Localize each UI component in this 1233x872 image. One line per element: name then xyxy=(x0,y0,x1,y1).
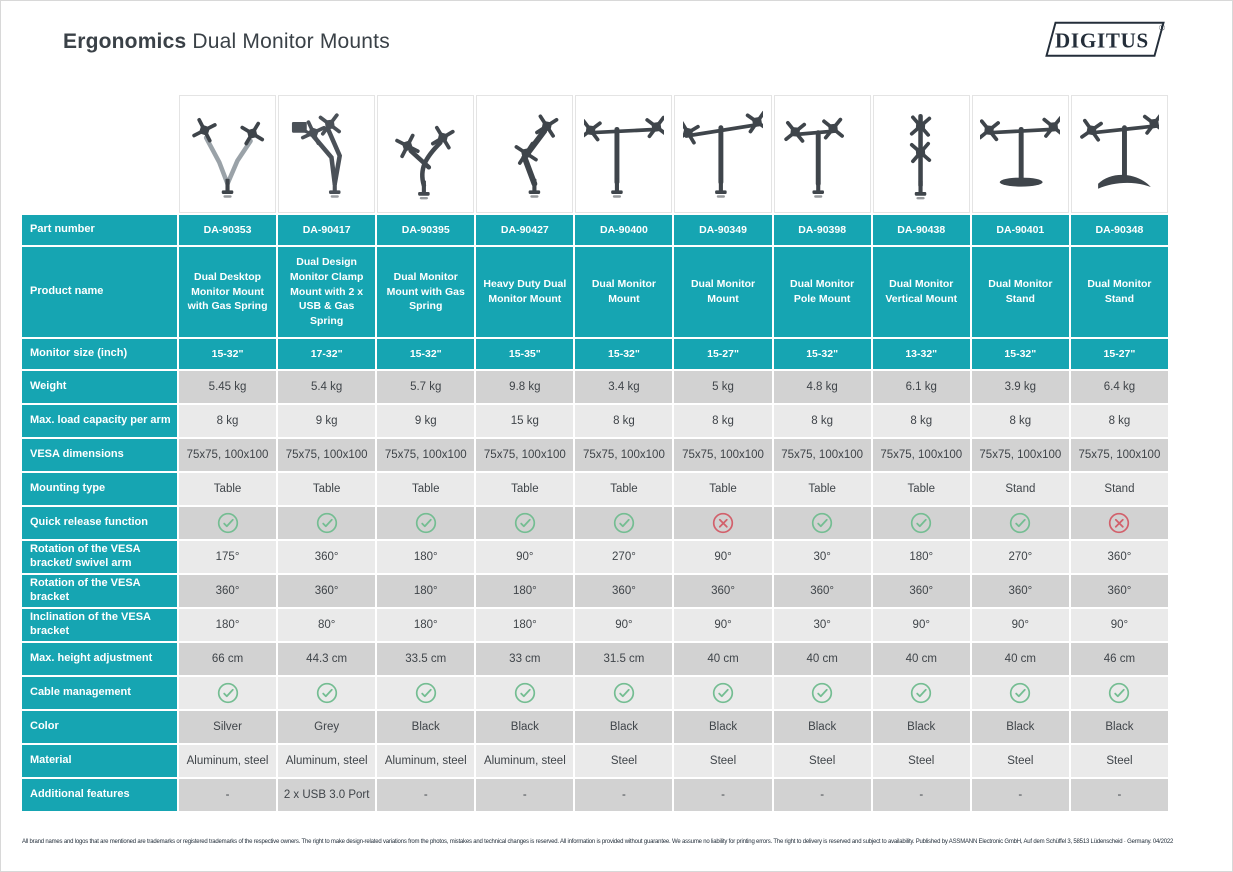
spec-cell: 15-32" xyxy=(972,339,1069,369)
spec-cell: Steel xyxy=(774,745,871,777)
spec-cell xyxy=(179,677,276,709)
spec-cell: 180° xyxy=(377,541,474,573)
spec-cell: - xyxy=(972,779,1069,811)
spec-cell: 360° xyxy=(774,575,871,607)
spec-cell xyxy=(674,677,771,709)
product-image-cell-8 xyxy=(873,95,970,213)
spec-cell: Table xyxy=(179,473,276,505)
legal-footer: All brand names and logos that are mentioned are trademarks or registered trademarks of the respective owners. The right to make design-related variations from the photos, mistakes and technical changes is reserved. All information is provided without guarantee. We assume no liability for printing errors. The right to delivery is reserved and subject to availability. Published by ASSMANN Electronic GmbH, Auf dem Schüffel 3, 58513 Lüdenscheid · Germany. 04/2022 xyxy=(22,839,1174,845)
row-label: Inclination of the VESA bracket xyxy=(22,609,177,641)
spec-cell: 5.7 kg xyxy=(377,371,474,403)
spec-cell: 360° xyxy=(674,575,771,607)
spec-cell: 9 kg xyxy=(377,405,474,437)
spec-cell: Dual Monitor Stand xyxy=(1071,247,1168,337)
spec-cell: Steel xyxy=(873,745,970,777)
spec-cell: 180° xyxy=(179,609,276,641)
row-max-height-adjustment xyxy=(22,643,1168,675)
spec-cell: - xyxy=(476,779,573,811)
spec-cell: 4.8 kg xyxy=(774,371,871,403)
spec-cell: 15-32" xyxy=(774,339,871,369)
spec-cell: 15-35" xyxy=(476,339,573,369)
monitor-mount-illustration xyxy=(683,108,763,200)
row-label: Weight xyxy=(22,371,177,403)
spec-cell: 46 cm xyxy=(1071,643,1168,675)
spec-cell: 5 kg xyxy=(674,371,771,403)
check-icon xyxy=(415,682,437,704)
spec-cell xyxy=(377,507,474,539)
spec-cell xyxy=(476,507,573,539)
digitus-logo xyxy=(1045,16,1171,64)
cross-icon xyxy=(1108,512,1130,534)
check-icon xyxy=(1009,512,1031,534)
row-label: Color xyxy=(22,711,177,743)
spec-cell xyxy=(1071,677,1168,709)
spec-cell: 80° xyxy=(278,609,375,641)
spec-cell: 33.5 cm xyxy=(377,643,474,675)
product-image-cell-10 xyxy=(1071,95,1168,213)
spec-cell: 90° xyxy=(476,541,573,573)
spec-cell xyxy=(278,677,375,709)
row-quick-release-function xyxy=(22,507,1168,539)
spec-cell: 180° xyxy=(476,575,573,607)
product-images-row xyxy=(22,95,1168,213)
row-cable-management xyxy=(22,677,1168,709)
row-label: VESA dimensions xyxy=(22,439,177,471)
product-image-cell-6 xyxy=(674,95,771,213)
check-icon xyxy=(1108,682,1130,704)
spec-cell: - xyxy=(377,779,474,811)
spec-cell: 15-27" xyxy=(1071,339,1168,369)
spec-cell: 75x75, 100x100 xyxy=(1071,439,1168,471)
monitor-mount-illustration xyxy=(1080,108,1160,200)
spec-cell: 17-32" xyxy=(278,339,375,369)
row-label: Max. height adjustment xyxy=(22,643,177,675)
spec-cell: 40 cm xyxy=(972,643,1069,675)
spec-cell: Table xyxy=(278,473,375,505)
spec-cell xyxy=(774,507,871,539)
spec-cell: 8 kg xyxy=(1071,405,1168,437)
spec-cell: 8 kg xyxy=(179,405,276,437)
spec-cell: 2 x USB 3.0 Port xyxy=(278,779,375,811)
row-label: Additional features xyxy=(22,779,177,811)
spec-cell: 15-27" xyxy=(674,339,771,369)
spec-cell: Dual Desktop Monitor Mount with Gas Spring xyxy=(179,247,276,337)
product-image-cell-2 xyxy=(278,95,375,213)
row-product-name xyxy=(22,247,1168,337)
spec-cell: 180° xyxy=(476,609,573,641)
spec-cell: Table xyxy=(774,473,871,505)
spec-cell: 75x75, 100x100 xyxy=(575,439,672,471)
spec-cell: Black xyxy=(774,711,871,743)
spec-cell: 3.4 kg xyxy=(575,371,672,403)
spec-cell: - xyxy=(179,779,276,811)
spec-cell xyxy=(476,677,573,709)
check-icon xyxy=(217,682,239,704)
spec-cell: 40 cm xyxy=(674,643,771,675)
spec-cell xyxy=(1071,507,1168,539)
spec-cell: Aluminum, steel xyxy=(377,745,474,777)
spec-cell: 9 kg xyxy=(278,405,375,437)
spec-cell: Dual Monitor Mount xyxy=(575,247,672,337)
title-product-line: Dual Monitor Mounts xyxy=(192,30,390,53)
spec-cell: Table xyxy=(873,473,970,505)
spec-cell: 8 kg xyxy=(674,405,771,437)
check-icon xyxy=(316,682,338,704)
spec-cell: 44.3 cm xyxy=(278,643,375,675)
brand-name: DIGITUS xyxy=(1055,28,1149,53)
spec-cell: 360° xyxy=(179,575,276,607)
spec-cell: Dual Design Monitor Clamp Mount with 2 x USB & Gas Spring xyxy=(278,247,375,337)
spec-cell: 15-32" xyxy=(179,339,276,369)
spec-cell: Stand xyxy=(1071,473,1168,505)
spec-cell: 30° xyxy=(774,541,871,573)
check-icon xyxy=(811,512,833,534)
row-label: Cable management xyxy=(22,677,177,709)
check-icon xyxy=(712,682,734,704)
spec-cell: - xyxy=(1071,779,1168,811)
row-label: Material xyxy=(22,745,177,777)
spec-cell: 8 kg xyxy=(575,405,672,437)
spec-cell xyxy=(575,507,672,539)
monitor-mount-illustration xyxy=(782,108,862,200)
row-mounting-type xyxy=(22,473,1168,505)
spec-cell: Stand xyxy=(972,473,1069,505)
registered-mark-icon: ® xyxy=(1158,23,1166,33)
product-image-cell-4 xyxy=(476,95,573,213)
row-rotation-of-the-vesa-bracket xyxy=(22,575,1168,607)
spec-cell: 15 kg xyxy=(476,405,573,437)
spec-cell: Aluminum, steel xyxy=(476,745,573,777)
comparison-table xyxy=(22,95,1168,813)
row-label: Part number xyxy=(22,215,177,245)
spec-cell xyxy=(674,507,771,539)
spec-cell: DA-90427 xyxy=(476,215,573,245)
spec-cell: 9.8 kg xyxy=(476,371,573,403)
spec-cell: 360° xyxy=(972,575,1069,607)
spec-cell: Black xyxy=(674,711,771,743)
monitor-mount-illustration xyxy=(386,108,466,200)
spec-cell: Dual Monitor Mount with Gas Spring xyxy=(377,247,474,337)
check-icon xyxy=(514,682,536,704)
row-material xyxy=(22,745,1168,777)
product-image-cell-7 xyxy=(774,95,871,213)
spec-cell: Steel xyxy=(575,745,672,777)
spec-cell: DA-90401 xyxy=(972,215,1069,245)
spec-cell: 33 cm xyxy=(476,643,573,675)
spec-cell: - xyxy=(873,779,970,811)
spec-cell: 40 cm xyxy=(774,643,871,675)
spec-cell: - xyxy=(774,779,871,811)
spec-cell xyxy=(278,507,375,539)
spec-cell: Table xyxy=(674,473,771,505)
product-image-cell-3 xyxy=(377,95,474,213)
spec-cell: Table xyxy=(377,473,474,505)
spec-cell xyxy=(377,677,474,709)
check-icon xyxy=(415,512,437,534)
spec-cell xyxy=(179,507,276,539)
check-icon xyxy=(811,682,833,704)
spec-cell: 90° xyxy=(972,609,1069,641)
spec-cell: 270° xyxy=(972,541,1069,573)
spec-cell: 180° xyxy=(873,541,970,573)
spec-cell: 75x75, 100x100 xyxy=(674,439,771,471)
row-additional-features xyxy=(22,779,1168,811)
row-monitor-size-inch xyxy=(22,339,1168,369)
spec-cell xyxy=(774,677,871,709)
title-category: Ergonomics xyxy=(63,30,187,53)
check-icon xyxy=(613,682,635,704)
spec-cell: Table xyxy=(575,473,672,505)
spec-cell: Aluminum, steel xyxy=(278,745,375,777)
spec-cell: Black xyxy=(1071,711,1168,743)
spec-cell: Dual Monitor Pole Mount xyxy=(774,247,871,337)
spec-cell: Black xyxy=(575,711,672,743)
spec-cell: 175° xyxy=(179,541,276,573)
row-label: Rotation of the VESA bracket/ swivel arm xyxy=(22,541,177,573)
image-row-spacer xyxy=(22,95,177,213)
spec-cell: 180° xyxy=(377,609,474,641)
spec-rows xyxy=(22,215,1168,811)
row-max-load-capacity-per-arm xyxy=(22,405,1168,437)
row-label: Monitor size (inch) xyxy=(22,339,177,369)
spec-cell: - xyxy=(575,779,672,811)
spec-cell: Black xyxy=(377,711,474,743)
spec-cell: 360° xyxy=(278,541,375,573)
page-title xyxy=(63,30,390,54)
spec-cell: 75x75, 100x100 xyxy=(179,439,276,471)
check-icon xyxy=(316,512,338,534)
spec-cell: 360° xyxy=(1071,541,1168,573)
spec-cell xyxy=(873,507,970,539)
spec-cell: 180° xyxy=(377,575,474,607)
spec-cell: 75x75, 100x100 xyxy=(377,439,474,471)
spec-cell: - xyxy=(674,779,771,811)
spec-cell: Dual Monitor Stand xyxy=(972,247,1069,337)
spec-cell: Black xyxy=(972,711,1069,743)
spec-cell: 270° xyxy=(575,541,672,573)
spec-cell: 31.5 cm xyxy=(575,643,672,675)
monitor-mount-illustration xyxy=(881,108,961,200)
product-image-cell-5 xyxy=(575,95,672,213)
spec-cell: 360° xyxy=(873,575,970,607)
spec-cell: 90° xyxy=(873,609,970,641)
spec-cell: Aluminum, steel xyxy=(179,745,276,777)
cross-icon xyxy=(712,512,734,534)
spec-cell: 90° xyxy=(674,609,771,641)
monitor-mount-illustration xyxy=(584,108,664,200)
spec-cell: 8 kg xyxy=(972,405,1069,437)
row-label: Rotation of the VESA bracket xyxy=(22,575,177,607)
spec-cell: Dual Monitor Vertical Mount xyxy=(873,247,970,337)
spec-cell: DA-90395 xyxy=(377,215,474,245)
spec-cell xyxy=(972,677,1069,709)
spec-cell: 75x75, 100x100 xyxy=(972,439,1069,471)
row-part-number xyxy=(22,215,1168,245)
spec-cell xyxy=(873,677,970,709)
spec-cell: Steel xyxy=(972,745,1069,777)
row-rotation-of-the-vesa-bracket-swivel-arm xyxy=(22,541,1168,573)
spec-cell: DA-90438 xyxy=(873,215,970,245)
spec-cell: Silver xyxy=(179,711,276,743)
row-weight xyxy=(22,371,1168,403)
spec-cell: 13-32" xyxy=(873,339,970,369)
spec-cell: Heavy Duty Dual Monitor Mount xyxy=(476,247,573,337)
product-image-cell-1 xyxy=(179,95,276,213)
spec-cell: 15-32" xyxy=(377,339,474,369)
row-color xyxy=(22,711,1168,743)
spec-cell: 6.1 kg xyxy=(873,371,970,403)
spec-cell: 8 kg xyxy=(774,405,871,437)
spec-cell: 66 cm xyxy=(179,643,276,675)
spec-cell: DA-90398 xyxy=(774,215,871,245)
spec-cell: 360° xyxy=(1071,575,1168,607)
check-icon xyxy=(514,512,536,534)
spec-cell: Steel xyxy=(1071,745,1168,777)
spec-cell: 5.45 kg xyxy=(179,371,276,403)
row-label: Mounting type xyxy=(22,473,177,505)
spec-cell: 360° xyxy=(575,575,672,607)
spec-cell: 5.4 kg xyxy=(278,371,375,403)
monitor-mount-illustration xyxy=(188,108,268,200)
spec-cell: 40 cm xyxy=(873,643,970,675)
spec-cell: 75x75, 100x100 xyxy=(278,439,375,471)
product-image-cell-9 xyxy=(972,95,1069,213)
spec-cell: Steel xyxy=(674,745,771,777)
check-icon xyxy=(910,512,932,534)
spec-cell: 6.4 kg xyxy=(1071,371,1168,403)
spec-cell: 8 kg xyxy=(873,405,970,437)
spec-cell xyxy=(575,677,672,709)
spec-cell: 3.9 kg xyxy=(972,371,1069,403)
spec-cell: Black xyxy=(476,711,573,743)
spec-cell: 15-32" xyxy=(575,339,672,369)
monitor-mount-illustration xyxy=(287,108,367,200)
check-icon xyxy=(217,512,239,534)
spec-cell: 90° xyxy=(575,609,672,641)
spec-cell: 90° xyxy=(1071,609,1168,641)
spec-cell: 30° xyxy=(774,609,871,641)
check-icon xyxy=(910,682,932,704)
spec-cell: 75x75, 100x100 xyxy=(873,439,970,471)
spec-cell: Table xyxy=(476,473,573,505)
spec-cell: DA-90348 xyxy=(1071,215,1168,245)
spec-cell xyxy=(972,507,1069,539)
spec-cell: DA-90353 xyxy=(179,215,276,245)
row-label: Quick release function xyxy=(22,507,177,539)
spec-cell: 75x75, 100x100 xyxy=(476,439,573,471)
spec-cell: Dual Monitor Mount xyxy=(674,247,771,337)
spec-cell: 360° xyxy=(278,575,375,607)
row-vesa-dimensions xyxy=(22,439,1168,471)
row-inclination-of-the-vesa-bracket xyxy=(22,609,1168,641)
monitor-mount-illustration xyxy=(980,108,1060,200)
spec-cell: Black xyxy=(873,711,970,743)
row-label: Product name xyxy=(22,247,177,337)
spec-cell: DA-90400 xyxy=(575,215,672,245)
check-icon xyxy=(1009,682,1031,704)
spec-cell: DA-90417 xyxy=(278,215,375,245)
check-icon xyxy=(613,512,635,534)
row-label: Max. load capacity per arm xyxy=(22,405,177,437)
monitor-mount-illustration xyxy=(485,108,565,200)
spec-cell: Grey xyxy=(278,711,375,743)
spec-cell: 75x75, 100x100 xyxy=(774,439,871,471)
spec-cell: DA-90349 xyxy=(674,215,771,245)
spec-cell: 90° xyxy=(674,541,771,573)
